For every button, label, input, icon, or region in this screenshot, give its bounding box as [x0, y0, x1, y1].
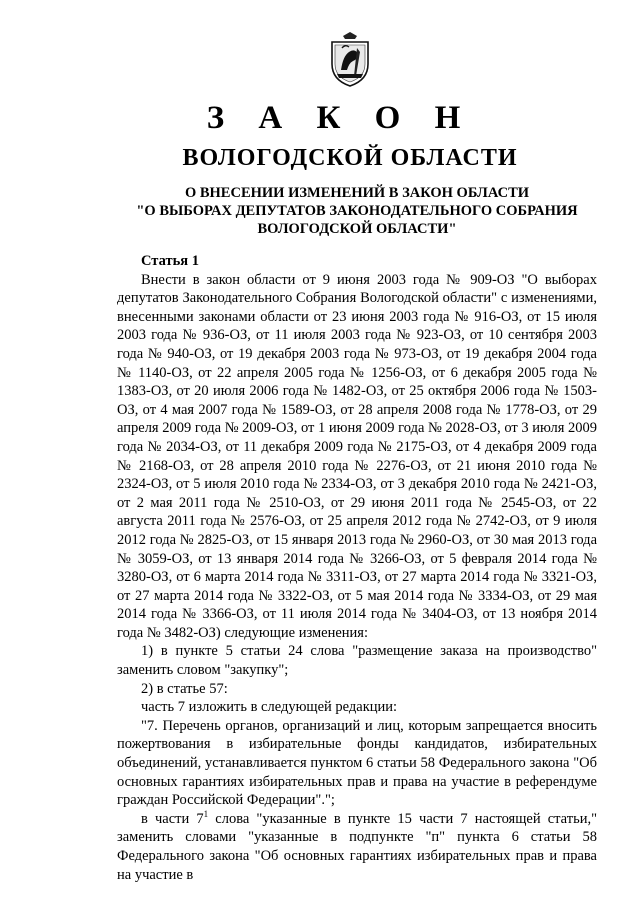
document-title: З А К О Н [206, 100, 474, 136]
item-2b-post: слова "указанные в пункте 15 части 7 настоящей статьи," заменить словами "указанные в подпункте "п" пункта 6 статьи 58 Федерального закона "Об основных гарантиях избирательных прав и права на участие в [117, 810, 597, 883]
item-2b-paragraph [117, 810, 597, 884]
quote-paragraph: "7. Перечень органов, организаций и лиц, которым запрещается вносить пожертвования в избирательные фонды кандидатов, избирательных объединений, устанавливается пунктом 6 статьи 58 Федерального закона "Об основных гарантиях избирательных прав и права на участие в референдуме граждан Российской Федерации"."; [117, 717, 597, 809]
document-body [117, 252, 597, 884]
document-subtitle [117, 184, 597, 238]
article-heading: Статья 1 [141, 253, 199, 269]
subtitle-line-1: О ВНЕСЕНИИ ИЗМЕНЕНИЙ В ЗАКОН ОБЛАСТИ [184, 185, 530, 201]
subtitle-line-2: "О ВЫБОРАХ ДЕПУТАТОВ ЗАКОНОДАТЕЛЬНОГО СОБРАНИЯ [136, 203, 578, 219]
region-title: ВОЛОГОДСКОЙ ОБЛАСТИ [182, 145, 518, 171]
item-2-paragraph: 2) в статье 57: [141, 680, 228, 697]
intro-paragraph: Внести в закон области от 9 июня 2003 года № 909-ОЗ "О выборах депутатов Законодательного Собрания Вологодской области" с изменениями, внесенными законами области от 23 июня 2003 года № 916-ОЗ, от 15 июля 2003 года № 936-ОЗ, от 11 июля 2003 года № 923-ОЗ, от 10 сентября 2003 года № 940-ОЗ, от 19 декабря 2003 года № 973-ОЗ, от 19 декабря 2004 года № 1140-ОЗ, от 22 апреля 2005 года № 1256-ОЗ, от 6 декабря 2005 года № 1383-ОЗ, от 20 июля 2006 года № 1482-ОЗ, от 25 октября 2006 года № 1503-ОЗ, от 4 мая 2007 года № 1589-ОЗ, от 28 апреля 2008 года № 1778-ОЗ, от 29 апреля 2009 года № 2009-ОЗ, от 1 июня 2009 года № 2028-ОЗ, от 3 июля 2009 года № 2034-ОЗ, от 11 декабря 2009 года № 2175-ОЗ, от 4 декабря 2009 года № 2168-ОЗ, от 28 апреля 2010 года № 2276-ОЗ, от 21 июня 2010 года № 2324-ОЗ, от 5 июля 2010 года № 2334-ОЗ, от 3 декабря 2010 года № 2421-ОЗ, от 2 мая 2011 года № 2510-ОЗ, от 29 июня 2011 года № 2545-ОЗ, от 22 августа 2011 года № 2576-ОЗ, от 25 апреля 2012 года № 2742-ОЗ, от 9 июля 2012 года № 2825-ОЗ, от 15 января 2013 года № 2960-ОЗ, от 30 мая 2013 года № 3059-ОЗ, от 13 января 2014 года № 3266-ОЗ, от 5 февраля 2014 года № 3280-ОЗ, от 6 марта 2014 года № 3311-ОЗ, от 27 марта 2014 года № 3321-ОЗ, от 27 марта 2014 года № 3322-ОЗ, от 5 мая 2014 года № 3334-ОЗ, от 29 мая 2014 года № 3366-ОЗ, от 11 июля 2014 года № 3404-ОЗ, от 13 ноября 2014 года № 3482-ОЗ) следующие изменения: [117, 271, 597, 641]
subtitle-line-3: ВОЛОГОДСКОЙ ОБЛАСТИ" [257, 221, 457, 237]
item-2b-sup: 1 [203, 808, 209, 819]
item-1-paragraph: 1) в пункте 5 статьи 24 слова "размещение заказа на производство" заменить словом "закупку"; [117, 643, 597, 679]
item-2a-paragraph: часть 7 изложить в следующей редакции: [141, 699, 398, 716]
item-2b-pre: в части 7 [141, 810, 204, 827]
coat-of-arms-icon [327, 30, 373, 88]
